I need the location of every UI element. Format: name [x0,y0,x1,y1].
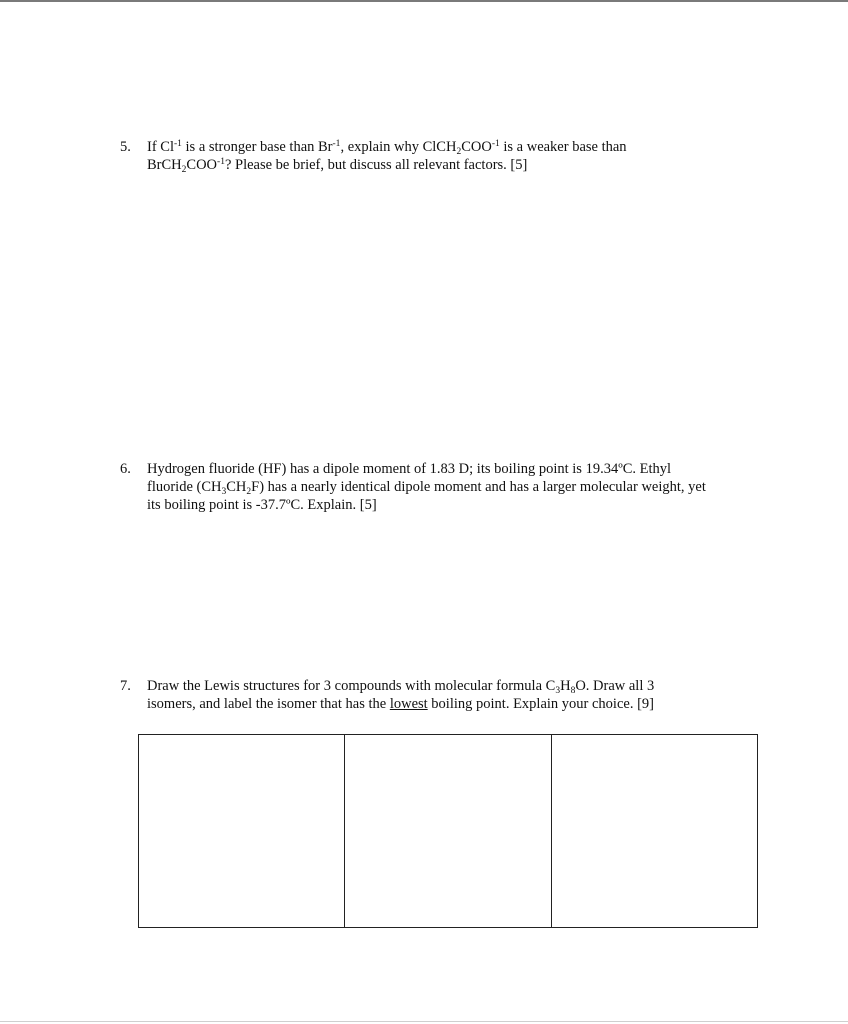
text: ? Please be brief, but discuss all relevant factors. [5] [224,157,528,173]
answer-box-1[interactable] [139,735,344,927]
text: is a weaker base than [499,139,627,155]
superscript: -1 [173,139,182,149]
text: F) has a nearly identical dipole moment and has a larger molecular weight, yet [251,479,706,495]
question-line [147,478,706,496]
superscript: -1 [217,157,225,167]
question-text [147,138,627,174]
question-number: 6. [120,461,131,477]
question-number: 7. [120,678,131,694]
superscript: -1 [332,139,341,149]
text: is a stronger base than Br [181,139,333,155]
answer-box-3[interactable] [551,735,757,927]
subscript: 2 [246,487,252,497]
text: CH [226,479,247,495]
question-line: Hydrogen fluoride (HF) has a dipole moment of 1.83 D; its boiling point is 19.34ºC. Ethyl [147,461,672,477]
subscript: 3 [555,686,561,696]
text: O. Draw all 3 [575,678,655,694]
question-text [147,460,706,514]
text: BrCH [147,157,182,173]
subscript: 2 [456,147,462,157]
subscript: 8 [570,686,576,696]
text: H [560,678,571,694]
text: boiling point. Explain your choice. [9] [427,696,654,712]
text: isomers, and label the isomer that has the [147,696,390,712]
text: COO [461,139,492,155]
text: , explain why ClCH [340,139,457,155]
text: fluoride (CH [147,479,222,495]
bottom-rule [0,1021,848,1022]
question-text [147,677,654,713]
question-line: its boiling point is -37.7ºC. Explain. [5] [147,497,377,513]
question-line [147,677,654,695]
question-line [147,695,654,713]
answer-boxes [138,734,758,928]
question-number: 5. [120,139,131,155]
text: COO [186,157,218,173]
text: If Cl [147,139,174,155]
superscript: -1 [491,139,500,149]
answer-box-2[interactable] [344,735,550,927]
subscript: 3 [221,487,227,497]
top-rule [0,0,848,2]
text: Draw the Lewis structures for 3 compounds with molecular formula C [147,678,556,694]
subscript: 2 [181,165,187,175]
question-line [147,138,627,156]
underlined-text: lowest [389,696,428,712]
question-line [147,156,627,174]
